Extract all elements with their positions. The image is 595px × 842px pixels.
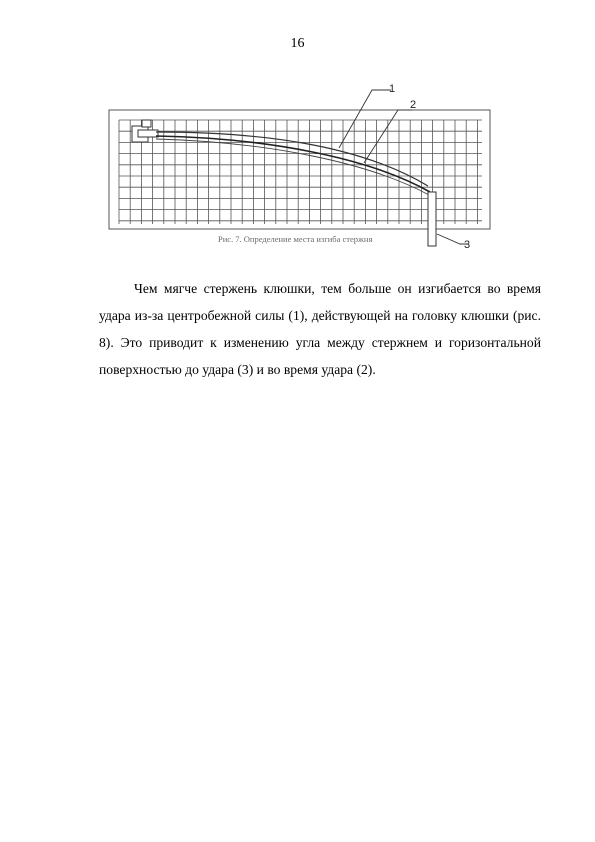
figure-drawing bbox=[108, 84, 500, 260]
callout-1: 1 bbox=[389, 84, 396, 95]
body-paragraph: Чем мягче стержень клюшки, тем больше он изгибается во время удара из-за центробежной силы (1), действующей на головку клюшки (рис. 8). Это приводит к изменению угла между стержнем и горизонтальной поверхностью до удара (3) и во время удара (2). bbox=[99, 281, 541, 377]
callout-2: 2 bbox=[410, 99, 417, 111]
vertical-shaft bbox=[428, 192, 436, 246]
body-text bbox=[99, 275, 541, 383]
page-number: 16 bbox=[290, 36, 305, 51]
shaft-bend-figure bbox=[108, 84, 500, 260]
figure-caption: Рис. 7. Определение места изгиба стержня bbox=[218, 234, 373, 244]
callout-3: 3 bbox=[464, 239, 471, 251]
